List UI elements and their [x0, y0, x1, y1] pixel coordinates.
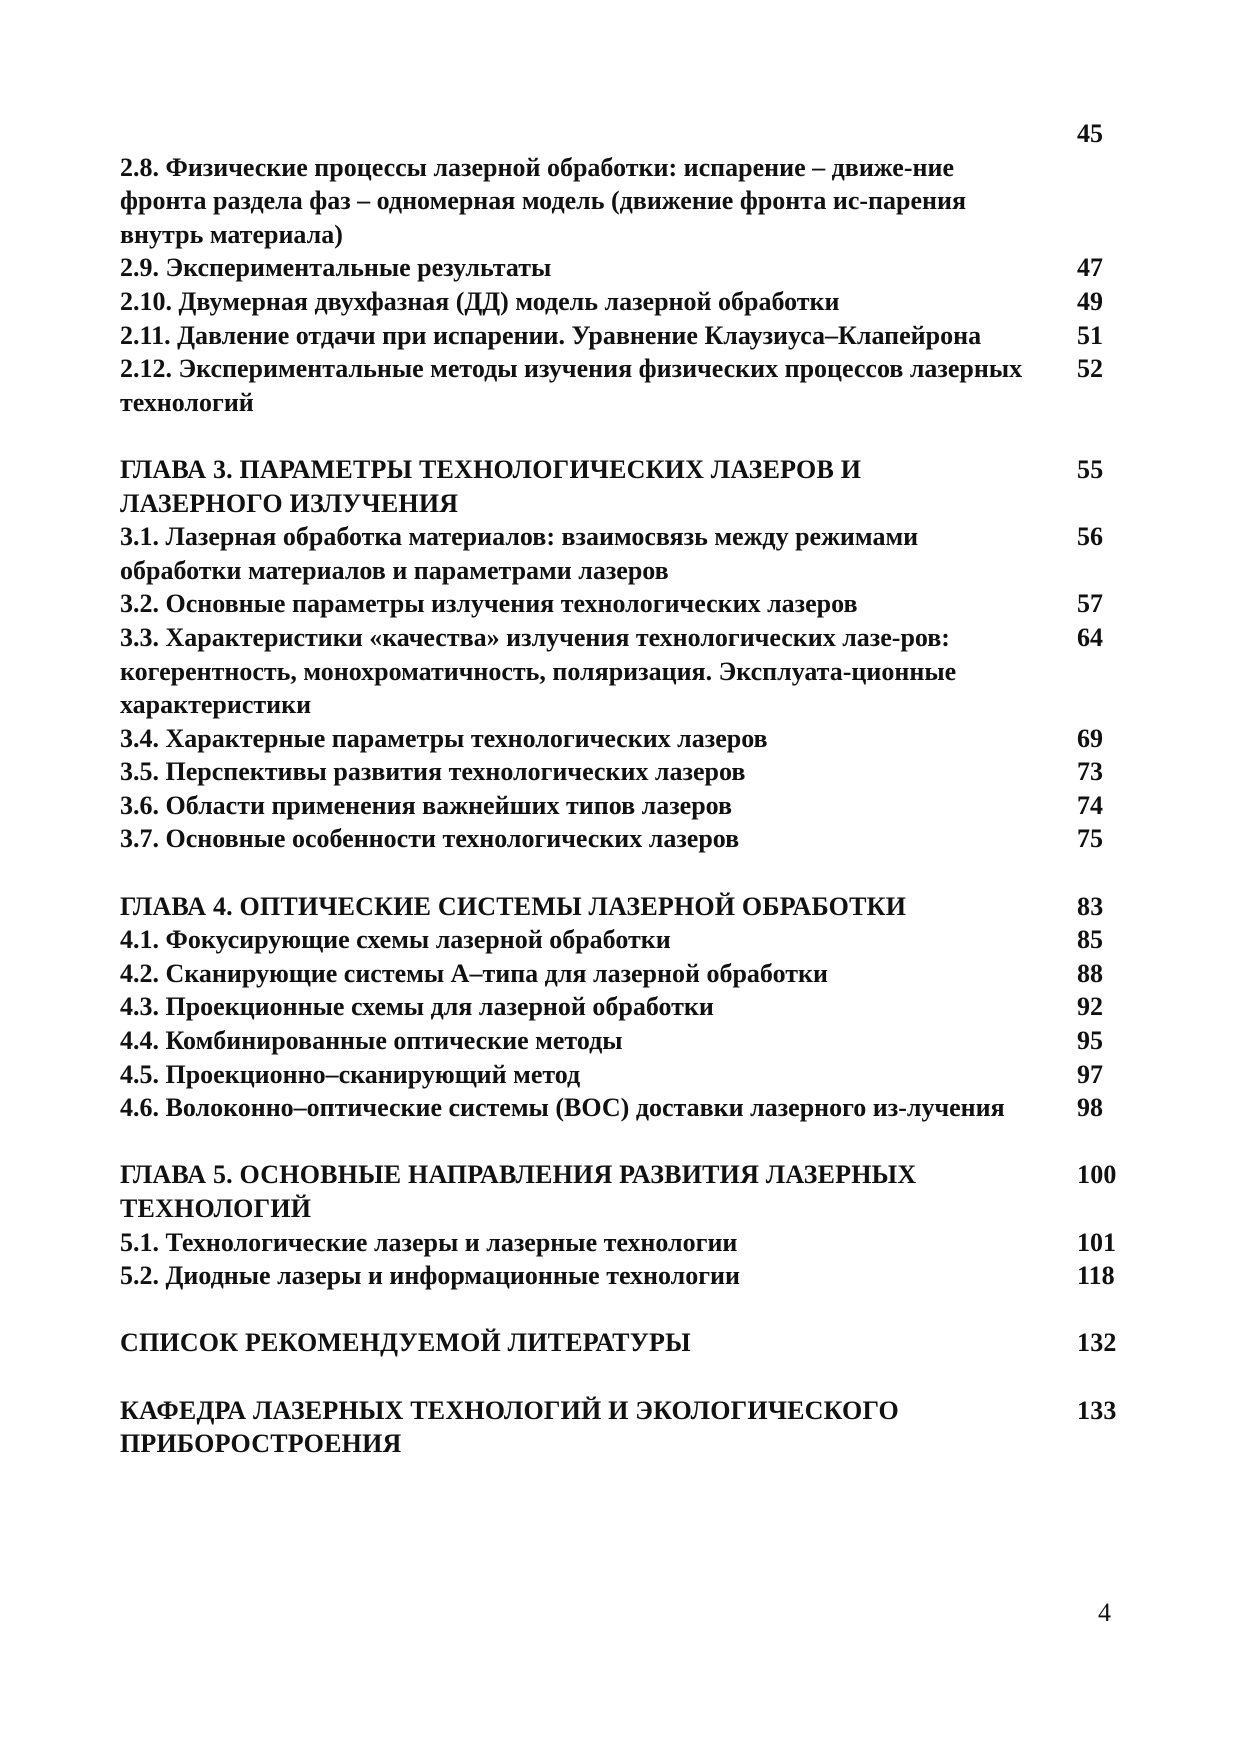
- toc-entry-page: 132: [1077, 1328, 1117, 1358]
- toc-entry-title: 5.2. Диодные лазеры и информационные технологии: [120, 1261, 741, 1291]
- toc-department[interactable]: [120, 1394, 1135, 1461]
- toc-entry-page: 49: [1077, 286, 1103, 316]
- toc-entry-3-3[interactable]: [120, 621, 1135, 722]
- toc-entry-3-7[interactable]: [120, 822, 1135, 856]
- toc-entry-title: 3.3. Характеристики «качества» излучения технологических лазе-ров: когерентность, монохроматичность, поляризация. Эксплуата-ционные характеристики: [120, 622, 957, 720]
- toc-entry-title: 2.8. Физические процессы лазерной обработки: испарение – движе-ние фронта раздела фаз – одномерная модель (движение фронта ис-парения внутрь материала): [120, 152, 967, 249]
- toc-entry-page: 101: [1077, 1227, 1116, 1257]
- toc-entry-page: 73: [1077, 757, 1103, 787]
- toc-entry-page: 56: [1077, 522, 1103, 552]
- toc-lead-row: [120, 117, 1135, 151]
- toc-chapter-title: КАФЕДРА ЛАЗЕРНЫХ ТЕХНОЛОГИЙ И ЭКОЛОГИЧЕСКОГО ПРИБОРОСТРОЕНИЯ: [120, 1395, 899, 1459]
- toc-entry-page: 64: [1077, 622, 1103, 652]
- toc-entry-4-4[interactable]: [120, 1024, 1135, 1058]
- toc-entry-4-5[interactable]: [120, 1058, 1135, 1092]
- toc-chapter-5[interactable]: [120, 1158, 1135, 1225]
- toc-entry-page: 92: [1077, 992, 1103, 1022]
- toc-entry-3-1[interactable]: [120, 520, 1135, 587]
- toc-entry-page: 118: [1077, 1261, 1115, 1291]
- toc-entry-page: 95: [1077, 1026, 1103, 1056]
- table-of-contents: [120, 117, 1135, 1461]
- toc-entry-title: 2.10. Двумерная двухфазная (ДД) модель лазерной обработки: [120, 286, 840, 316]
- toc-chapter-4[interactable]: [120, 890, 1135, 924]
- toc-entry-2-9[interactable]: [120, 251, 1135, 285]
- toc-entry-page: 133: [1077, 1395, 1117, 1425]
- toc-entry-page: 88: [1077, 958, 1103, 988]
- toc-entry-title: 3.1. Лазерная обработка материалов: взаимосвязь между режимами обработки материалов и параметрами лазеров: [120, 522, 919, 585]
- toc-entry-title: 4.4. Комбинированные оптические методы: [120, 1026, 623, 1056]
- toc-entry-title: 3.4. Характерные параметры технологических лазеров: [120, 723, 768, 753]
- toc-entry-2-10[interactable]: [120, 285, 1135, 319]
- toc-entry-4-6[interactable]: [120, 1091, 1135, 1125]
- toc-entry-page: 97: [1077, 1059, 1103, 1089]
- toc-entry-title: 2.12. Экспериментальные методы изучения физических процессов лазерных технологий: [120, 354, 1023, 417]
- toc-entry-title: 2.11. Давление отдачи при испарении. Уравнение Клаузиуса–Клапейрона: [120, 320, 982, 350]
- toc-entry-title: 3.2. Основные параметры излучения технологических лазеров: [120, 589, 858, 619]
- toc-entry-4-1[interactable]: [120, 923, 1135, 957]
- toc-entry-title: 4.3. Проекционные схемы для лазерной обработки: [120, 992, 714, 1022]
- toc-chapter-title: ГЛАВА 4. ОПТИЧЕСКИЕ СИСТЕМЫ ЛАЗЕРНОЙ ОБРАБОТКИ: [120, 891, 907, 921]
- toc-entry-page: 69: [1077, 723, 1103, 753]
- toc-entry-page: 55: [1077, 454, 1104, 484]
- toc-bibliography[interactable]: [120, 1326, 1135, 1360]
- toc-entry-2-8[interactable]: [120, 151, 1135, 252]
- toc-chapter-3[interactable]: [120, 453, 1135, 520]
- toc-entry-title: 5.1. Технологические лазеры и лазерные технологии: [120, 1227, 738, 1257]
- toc-chapter-title: ГЛАВА 5. ОСНОВНЫЕ НАПРАВЛЕНИЯ РАЗВИТИЯ ЛАЗЕРНЫХ ТЕХНОЛОГИЙ: [120, 1160, 917, 1223]
- toc-entry-page: 75: [1077, 824, 1103, 854]
- toc-entry-page: 57: [1077, 589, 1103, 619]
- toc-entry-title: 4.2. Сканирующие системы А–типа для лазерной обработки: [120, 958, 828, 988]
- toc-entry-2-12[interactable]: [120, 352, 1135, 419]
- toc-entry-title: 4.1. Фокусирующие схемы лазерной обработки: [120, 925, 671, 955]
- toc-entry-3-2[interactable]: [120, 587, 1135, 621]
- toc-entry-title: 3.5. Перспективы развития технологических лазеров: [120, 757, 746, 787]
- toc-entry-title: 3.7. Основные особенности технологических лазеров: [120, 824, 740, 854]
- toc-entry-title: 4.5. Проекционно–сканирующий метод: [120, 1059, 581, 1089]
- toc-entry-3-6[interactable]: [120, 789, 1135, 823]
- toc-entry-3-5[interactable]: [120, 755, 1135, 789]
- toc-entry-page: 47: [1077, 253, 1103, 283]
- toc-entry-3-4[interactable]: [120, 722, 1135, 756]
- toc-lead-page: 45: [1077, 119, 1103, 148]
- toc-chapter-title: ГЛАВА 3. ПАРАМЕТРЫ ТЕХНОЛОГИЧЕСКИХ ЛАЗЕРОВ И ЛАЗЕРНОГО ИЗЛУЧЕНИЯ: [120, 454, 862, 518]
- toc-entry-title: 3.6. Области применения важнейших типов лазеров: [120, 790, 733, 820]
- page-number: 4: [1098, 1598, 1111, 1627]
- toc-entry-5-2[interactable]: [120, 1259, 1135, 1293]
- toc-entry-page: 85: [1077, 925, 1103, 955]
- toc-entry-page: 100: [1077, 1160, 1117, 1190]
- toc-entry-page: 51: [1077, 320, 1103, 350]
- toc-entry-4-2[interactable]: [120, 957, 1135, 991]
- toc-entry-2-11[interactable]: [120, 319, 1135, 353]
- toc-entry-page: 74: [1077, 790, 1103, 820]
- toc-entry-page: 52: [1077, 354, 1103, 384]
- toc-entry-4-3[interactable]: [120, 990, 1135, 1024]
- toc-entry-title: 4.6. Волоконно–оптические системы (ВОС) доставки лазерного из-лучения: [120, 1093, 1005, 1123]
- toc-entry-title: 2.9. Экспериментальные результаты: [120, 253, 552, 283]
- toc-entry-page: 83: [1077, 891, 1104, 921]
- toc-chapter-title: СПИСОК РЕКОМЕНДУЕМОЙ ЛИТЕРАТУРЫ: [120, 1328, 691, 1358]
- toc-entry-page: 98: [1077, 1093, 1103, 1123]
- toc-entry-5-1[interactable]: [120, 1226, 1135, 1260]
